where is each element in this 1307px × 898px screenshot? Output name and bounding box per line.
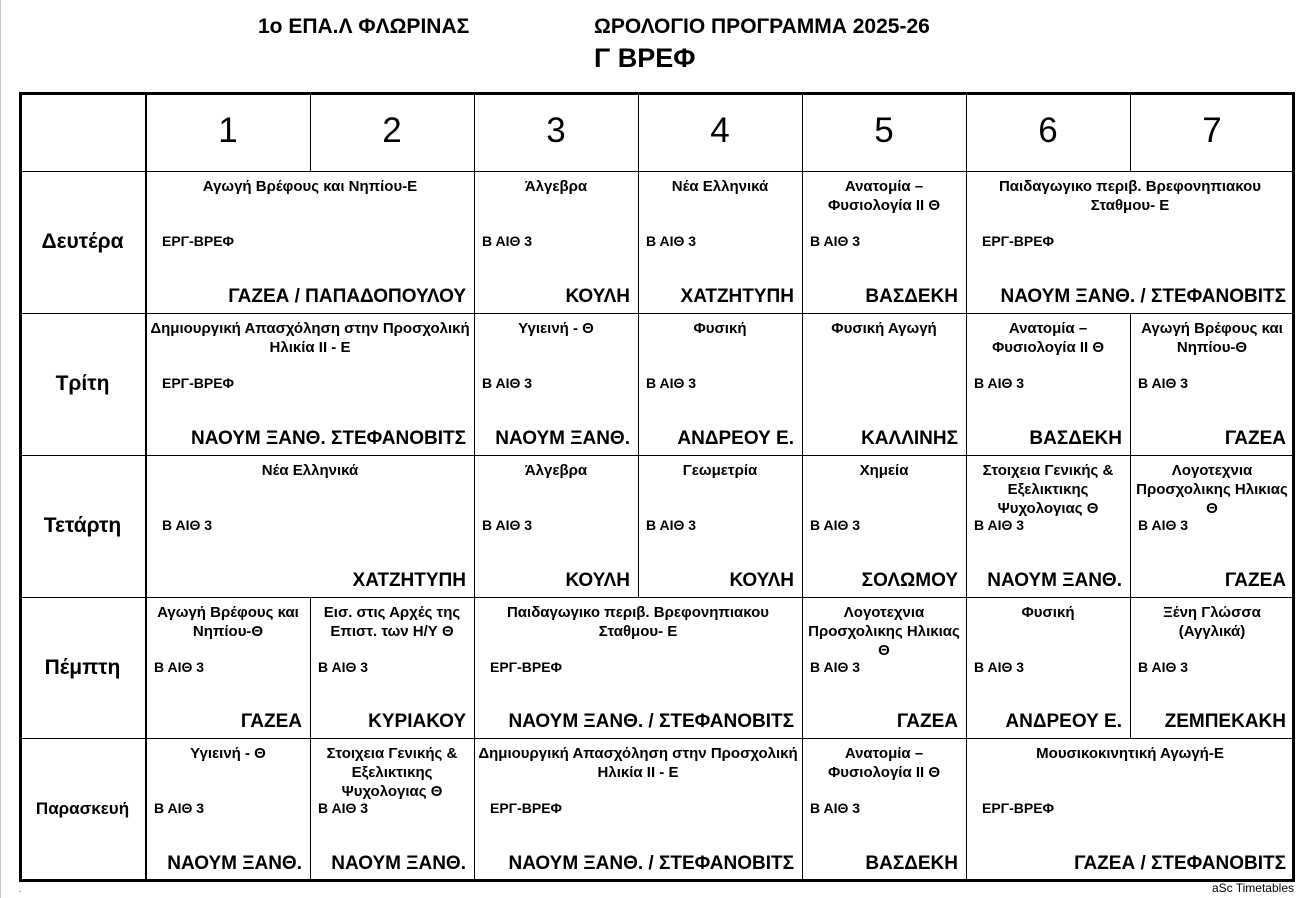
lesson-room: Β ΑΙΘ 3 — [810, 800, 861, 816]
header-divider — [310, 92, 311, 171]
lesson-cell[interactable] — [1130, 313, 1294, 455]
day-name: Παρασκευή — [35, 799, 130, 818]
lesson-cell[interactable] — [146, 171, 474, 313]
lesson-room: Β ΑΙΘ 3 — [318, 659, 369, 675]
lesson-subject: Παιδαγωγικο περιβ. Βρεφονηπιακου Σταθμου- Ε — [998, 178, 1262, 214]
lesson-subject: Αγωγή Βρέφους και Νηπίου-Θ — [157, 604, 299, 640]
lesson-subject: Ανατομία – Φυσιολογία ΙΙ Θ — [991, 320, 1105, 356]
lesson-cell[interactable] — [966, 171, 1294, 313]
period-header-6 — [966, 92, 1130, 171]
header-divider — [474, 92, 475, 171]
lesson-subject: Νέα Ελληνικά — [261, 462, 359, 479]
lesson-teacher: ΝΑΟΥΜ ΞΑΝΘ. / ΣΤΕΦΑΝΟΒΙΤΣ — [508, 711, 794, 732]
lesson-teacher: ΓΑΖΕΑ / ΣΤΕΦΑΝΟΒΙΤΣ — [1074, 853, 1286, 874]
border-right — [1292, 92, 1295, 882]
lesson-room: ΕΡΓ-ΒΡΕΦ — [490, 800, 563, 816]
lesson-room: Β ΑΙΘ 3 — [646, 375, 697, 391]
lesson-cell[interactable] — [146, 597, 310, 738]
lesson-teacher: ΝΑΟΥΜ ΞΑΝΘ. / ΣΤΕΦΑΝΟΒΙΤΣ — [1000, 286, 1286, 307]
footer-credit: aSc Timetables — [1211, 881, 1294, 895]
lesson-cell[interactable] — [310, 738, 474, 880]
row-divider — [19, 597, 1294, 598]
lesson-subject: Δημιουργική Απασχόληση στην Προσχολική Ηλικία ΙΙ - Ε — [478, 745, 798, 781]
lesson-teacher: ΚΟΥΛΗ — [565, 570, 630, 591]
program-title: ΩΡΟΛΟΓΙΟ ΠΡΟΓΡΑΜΜΑ 2025-26 — [594, 15, 930, 38]
lesson-teacher: ΒΑΣΔΕΚΗ — [865, 286, 958, 307]
day-name: Πέμπτη — [44, 655, 121, 679]
lesson-subject: Ανατομία – Φυσιολογία ΙΙ Θ — [827, 178, 941, 214]
day-label-5 — [19, 738, 146, 880]
lesson-room: Β ΑΙΘ 3 — [646, 233, 697, 249]
period-number: 5 — [874, 111, 894, 150]
school-title: 1ο ΕΠΑ.Λ ΦΛΩΡΙΝΑΣ — [258, 15, 470, 38]
period-number: 4 — [710, 111, 730, 150]
lesson-cell[interactable] — [146, 738, 310, 880]
period-number: 1 — [218, 111, 238, 150]
period-header-1 — [146, 92, 310, 171]
lesson-teacher: ΓΑΖΕΑ — [240, 711, 302, 732]
lesson-subject: Ανατομία – Φυσιολογία ΙΙ Θ — [827, 745, 941, 781]
lesson-room: Β ΑΙΘ 3 — [1138, 659, 1189, 675]
lesson-subject: Υγιεινή - Θ — [190, 745, 266, 762]
day-label-3 — [19, 455, 146, 597]
lesson-cell[interactable] — [474, 313, 638, 455]
lesson-subject: Λογοτεχνια Προσχολικης Ηλικιας Θ — [808, 604, 960, 659]
lesson-cell[interactable] — [966, 455, 1130, 597]
header-divider — [638, 92, 639, 171]
lesson-teacher: ΚΥΡΙΑΚΟΥ — [368, 711, 466, 732]
lesson-subject: Αγωγή Βρέφους και Νηπίου-Θ — [1141, 320, 1283, 356]
lesson-cell[interactable] — [1130, 455, 1294, 597]
lesson-cell[interactable] — [966, 597, 1130, 738]
lesson-room: ΕΡΓ-ΒΡΕΦ — [162, 375, 235, 391]
lesson-room: Β ΑΙΘ 3 — [482, 517, 533, 533]
lesson-teacher: ΣΟΛΩΜΟΥ — [861, 570, 958, 591]
lesson-subject: Ξένη Γλώσσα (Αγγλικά) — [1163, 604, 1261, 640]
lesson-subject: Λογοτεχνια Προσχολικης Ηλικιας Θ — [1136, 462, 1288, 517]
period-header-4 — [638, 92, 802, 171]
lesson-subject: Στοιχεια Γενικής & Εξελικτικης Ψυχολογιας Θ — [982, 462, 1114, 517]
lesson-teacher: ΑΝΔΡΕΟΥ Ε. — [677, 428, 794, 449]
day-name: Τρίτη — [55, 372, 110, 395]
row-divider — [19, 455, 1294, 456]
lesson-subject: Δημιουργική Απασχόληση στην Προσχολική Ηλικία ΙΙ - Ε — [150, 320, 470, 356]
lesson-teacher: ΓΑΖΕΑ / ΠΑΠΑΔΟΠΟΥΛΟΥ — [228, 286, 466, 307]
lesson-subject: Νέα Ελληνικά — [671, 178, 769, 195]
lesson-cell[interactable] — [638, 313, 802, 455]
lesson-cell[interactable] — [474, 738, 802, 880]
lesson-teacher: ΑΝΔΡΕΟΥ Ε. — [1005, 711, 1122, 732]
row-divider — [19, 738, 1294, 739]
lesson-cell[interactable] — [146, 313, 474, 455]
lesson-room: Β ΑΙΘ 3 — [810, 659, 861, 675]
border-left — [19, 92, 22, 882]
lesson-subject: Παιδαγωγικο περιβ. Βρεφονηπιακου Σταθμου- Ε — [506, 604, 770, 640]
lesson-teacher: ΝΑΟΥΜ ΞΑΝΘ. / ΣΤΕΦΑΝΟΒΙΤΣ — [508, 853, 794, 874]
lesson-cell[interactable] — [802, 455, 966, 597]
header-divider — [966, 92, 967, 171]
period-number: 3 — [546, 111, 566, 150]
lesson-room: Β ΑΙΘ 3 — [482, 375, 533, 391]
lesson-teacher: ΓΑΖΕΑ — [1224, 428, 1286, 449]
lesson-teacher: ΒΑΣΔΕΚΗ — [865, 853, 958, 874]
lesson-room: Β ΑΙΘ 3 — [810, 517, 861, 533]
lesson-subject: Στοιχεια Γενικής & Εξελικτικης Ψυχολογιας Θ — [326, 745, 458, 800]
lesson-room: Β ΑΙΘ 3 — [810, 233, 861, 249]
row-divider — [19, 171, 1294, 172]
lesson-subject: Άλγεβρα — [524, 178, 588, 195]
lesson-room: Β ΑΙΘ 3 — [482, 233, 533, 249]
period-number: 2 — [382, 111, 402, 150]
lesson-room: ΕΡΓ-ΒΡΕΦ — [162, 233, 235, 249]
lesson-room: Β ΑΙΘ 3 — [974, 375, 1025, 391]
lesson-teacher: ΧΑΤΖΗΤΥΠΗ — [680, 286, 794, 307]
row-divider — [19, 313, 1294, 314]
lesson-cell[interactable] — [474, 455, 638, 597]
lesson-room: ΕΡΓ-ΒΡΕΦ — [982, 800, 1055, 816]
footer-mark: . — [19, 885, 22, 894]
lesson-teacher: ΝΑΟΥΜ ΞΑΝΘ. — [987, 570, 1122, 591]
lesson-subject: Γεωμετρία — [682, 462, 758, 479]
lesson-room: Β ΑΙΘ 3 — [974, 517, 1025, 533]
period-header-7 — [1130, 92, 1294, 171]
day-label-4 — [19, 597, 146, 738]
lesson-teacher: ΝΑΟΥΜ ΞΑΝΘ. — [167, 853, 302, 874]
header-divider — [1130, 92, 1131, 171]
lesson-room: Β ΑΙΘ 3 — [646, 517, 697, 533]
lesson-teacher: ΓΑΖΕΑ — [896, 711, 958, 732]
lesson-cell[interactable] — [310, 597, 474, 738]
lesson-teacher: ΝΑΟΥΜ ΞΑΝΘ. — [331, 853, 466, 874]
lesson-cell[interactable] — [474, 597, 802, 738]
period-header-3 — [474, 92, 638, 171]
lesson-room: Β ΑΙΘ 3 — [162, 517, 213, 533]
lesson-room: ΕΡΓ-ΒΡΕΦ — [490, 659, 563, 675]
lesson-teacher: ΚΑΛΛΙΝΗΣ — [861, 428, 958, 449]
lesson-room: Β ΑΙΘ 3 — [318, 800, 369, 816]
lesson-room: Β ΑΙΘ 3 — [1138, 517, 1189, 533]
period-number: 6 — [1038, 111, 1058, 150]
lesson-subject: Εισ. στις Αρχές της Επιστ. των Η/Υ Θ — [323, 604, 461, 640]
lesson-cell[interactable] — [638, 171, 802, 313]
class-title: Γ ΒΡΕΦ — [594, 43, 696, 73]
lesson-teacher: ΚΟΥΛΗ — [565, 286, 630, 307]
lesson-room: Β ΑΙΘ 3 — [1138, 375, 1189, 391]
lesson-subject: Φυσική — [693, 320, 747, 337]
lesson-room: Β ΑΙΘ 3 — [154, 659, 205, 675]
lesson-teacher: ΖΕΜΠΕΚΑΚΗ — [1164, 711, 1286, 732]
lesson-subject: Υγιεινή - Θ — [518, 320, 594, 337]
lesson-room: Β ΑΙΘ 3 — [974, 659, 1025, 675]
lesson-cell[interactable] — [146, 455, 474, 597]
lesson-cell[interactable] — [802, 171, 966, 313]
lesson-teacher: ΝΑΟΥΜ ΞΑΝΘ. — [495, 428, 630, 449]
lesson-teacher: ΝΑΟΥΜ ΞΑΝΘ. ΣΤΕΦΑΝΟΒΙΤΣ — [191, 428, 466, 449]
lesson-subject: Άλγεβρα — [524, 462, 588, 479]
header-divider — [802, 92, 803, 171]
period-header-5 — [802, 92, 966, 171]
border-top — [19, 92, 1294, 95]
lesson-cell[interactable] — [966, 313, 1130, 455]
lesson-teacher: ΒΑΣΔΕΚΗ — [1029, 428, 1122, 449]
lesson-cell[interactable] — [638, 455, 802, 597]
period-header-2 — [310, 92, 474, 171]
lesson-subject: Χημεία — [859, 462, 909, 479]
day-name: Τετάρτη — [43, 514, 122, 537]
lesson-cell[interactable] — [802, 313, 966, 455]
lesson-cell[interactable] — [1130, 597, 1294, 738]
lesson-teacher: ΚΟΥΛΗ — [729, 570, 794, 591]
lesson-cell[interactable] — [474, 171, 638, 313]
lesson-cell[interactable] — [802, 738, 966, 880]
lesson-subject: Αγωγή Βρέφους και Νηπίου-Ε — [202, 178, 418, 195]
lesson-room: ΕΡΓ-ΒΡΕΦ — [982, 233, 1055, 249]
day-label-2 — [19, 313, 146, 455]
period-number: 7 — [1202, 111, 1222, 150]
day-name: Δευτέρα — [41, 230, 124, 253]
lesson-cell[interactable] — [966, 738, 1294, 880]
lesson-cell[interactable] — [802, 597, 966, 738]
day-column-divider — [145, 92, 147, 880]
lesson-teacher: ΧΑΤΖΗΤΥΠΗ — [352, 570, 466, 591]
border-bottom — [19, 879, 1294, 882]
day-label-1 — [19, 171, 146, 313]
lesson-teacher: ΓΑΖΕΑ — [1224, 570, 1286, 591]
lesson-subject: Μουσικοκινητική Αγωγή-Ε — [1036, 745, 1224, 762]
lesson-room: Β ΑΙΘ 3 — [154, 800, 205, 816]
lesson-subject: Φυσική — [1021, 604, 1075, 621]
lesson-subject: Φυσική Αγωγή — [831, 320, 937, 337]
